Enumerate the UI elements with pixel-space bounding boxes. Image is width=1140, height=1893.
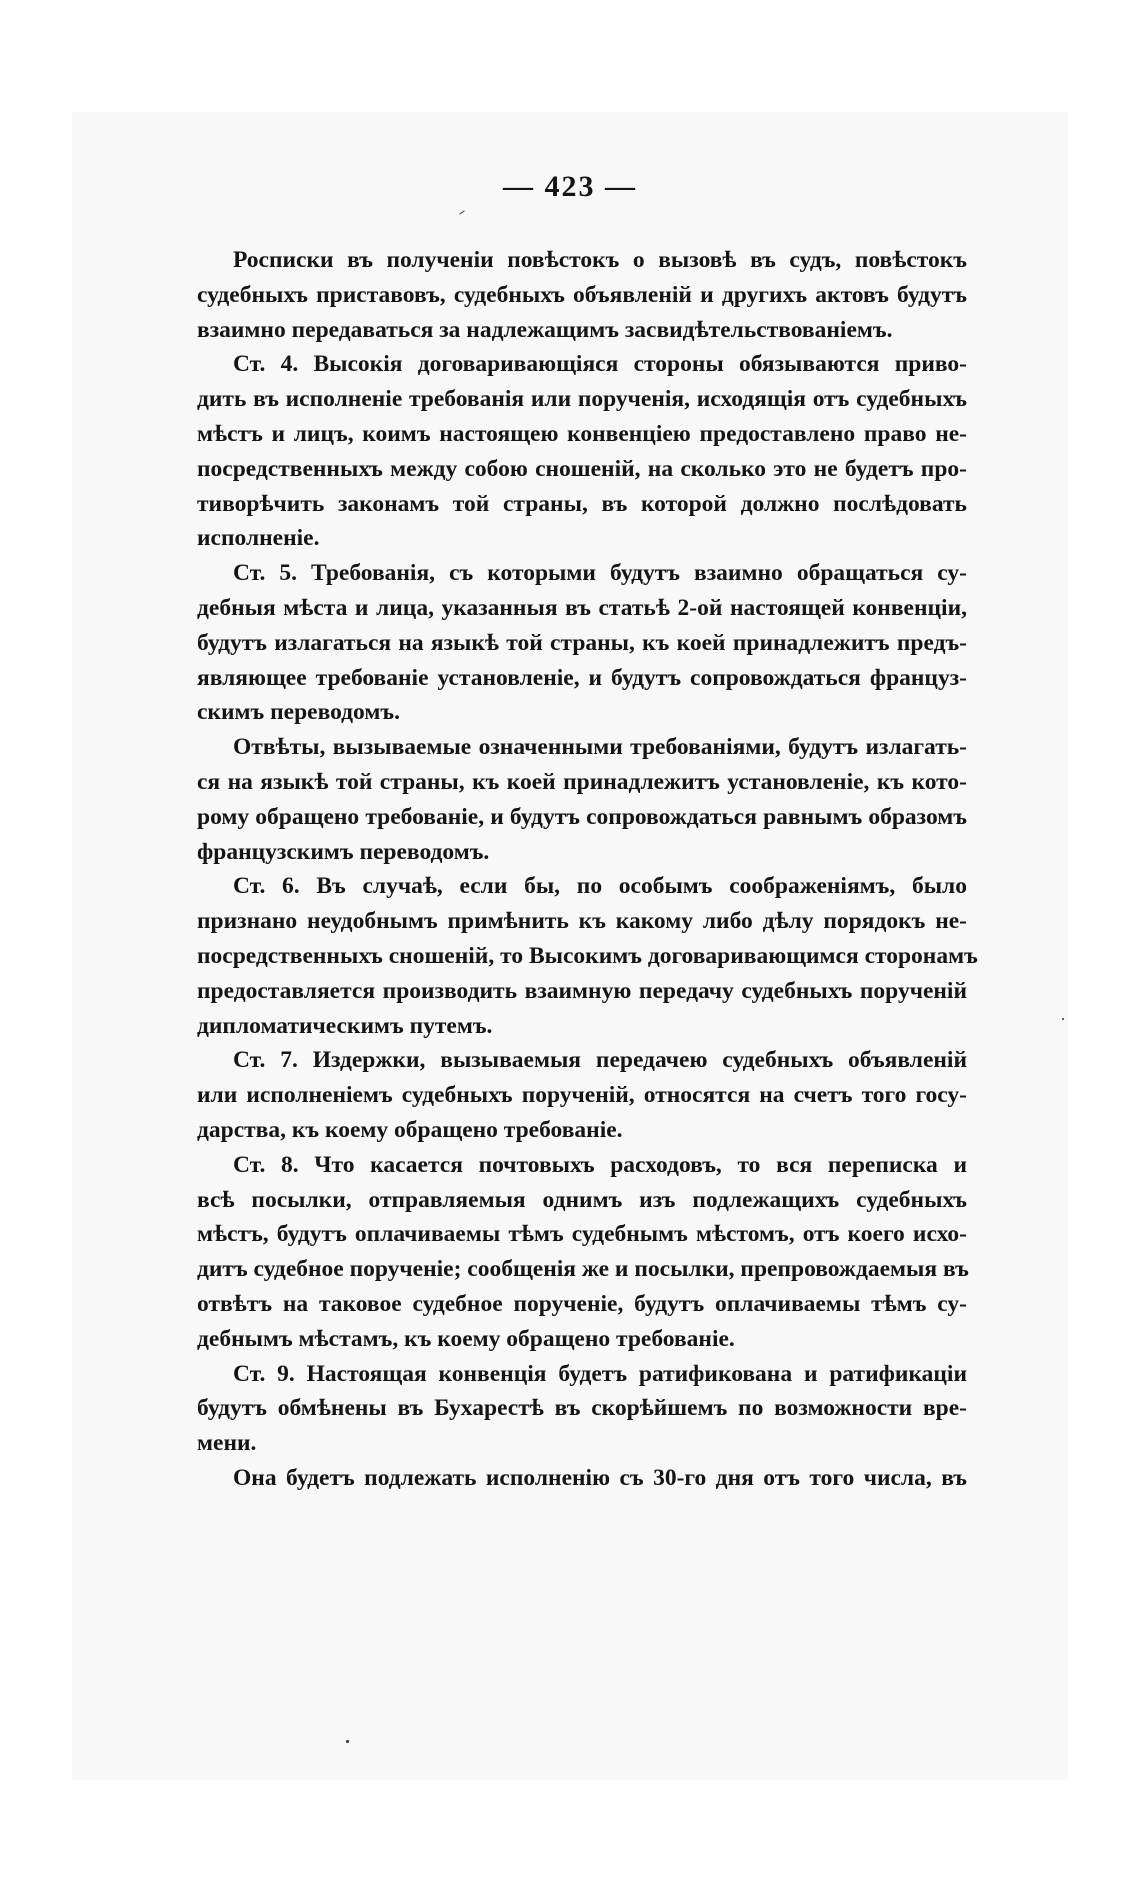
text-line: посредственныхъ между собою сношеній, на сколько это не будетъ про- <box>197 455 967 482</box>
text-line: ся на языкѣ той страны, къ коей принадлежитъ установленіе, къ кото- <box>197 768 967 795</box>
text-line: признано неудобнымъ примѣнить къ какому либо дѣлу порядокъ не- <box>197 908 967 935</box>
text-line: Ст. 5. Требованія, съ которыми будутъ взаимно обращаться су- <box>233 560 967 587</box>
text-line: дарства, къ коему обращено требованіе. <box>197 1116 623 1143</box>
text-line: скимъ переводомъ. <box>197 699 400 726</box>
text-line: будутъ излагаться на языкѣ той страны, къ коей принадлежитъ предъ- <box>197 629 967 656</box>
text-line: предоставляется производить взаимную передачу судебныхъ порученій <box>197 977 967 1004</box>
text-line: судебныхъ приставовъ, судебныхъ объявленій и другихъ актовъ будутъ <box>197 281 967 308</box>
ink-dot <box>1062 1018 1064 1020</box>
text-line: мѣстъ, будутъ оплачиваемы тѣмъ судебнымъ мѣстомъ, отъ коего исхо- <box>197 1221 967 1248</box>
text-line: французскимъ переводомъ. <box>197 838 490 865</box>
text-line: Она будетъ подлежать исполненію съ 30-го дня отъ того числа, въ <box>233 1464 967 1491</box>
text-line: исполненіе. <box>197 525 320 552</box>
ink-dot <box>346 1740 349 1743</box>
text-line: мѣстъ и лицъ, коимъ настоящею конвенціею предоставлено право не- <box>197 420 967 447</box>
text-line: дитъ судебное порученіе; сообщенія же и посылки, препровождаемыя въ <box>197 1256 969 1283</box>
text-line: взаимно передаваться за надлежащимъ засвидѣтельствованіемъ. <box>197 316 893 343</box>
page-number: — 423 — <box>503 170 637 203</box>
text-line: дипломатическимъ путемъ. <box>197 1012 493 1039</box>
text-line: мени. <box>197 1430 257 1457</box>
text-line: Росписки въ полученіи повѣстокъ о вызовѣ въ судъ, повѣстокъ <box>233 247 967 273</box>
text-line: рому обращено требованіе, и будутъ сопровождаться равнымъ образомъ <box>197 803 967 830</box>
text-line: дебнымъ мѣстамъ, къ коему обращено требованіе. <box>197 1325 735 1352</box>
text-line: дебныя мѣста и лица, указанныя въ статьѣ 2-ой настоящей конвенціи, <box>197 594 967 621</box>
text-line: тиворѣчить законамъ той страны, въ которой должно послѣдовать <box>197 490 967 517</box>
text-line: Отвѣты, вызываемые означенными требованіями, будутъ излагать- <box>233 734 967 761</box>
text-line: посредственныхъ сношеній, то Высокимъ договаривающимся сторонамъ <box>197 942 978 969</box>
text-line: или исполненіемъ судебныхъ порученій, относятся на счетъ того госу- <box>197 1082 967 1109</box>
text-line: Ст. 4. Высокія договаривающіяся стороны обязываются приво- <box>233 351 967 378</box>
text-line: всѣ посылки, отправляемыя однимъ изъ подлежащихъ судебныхъ <box>197 1186 967 1213</box>
text-line: являющее требованіе установленіе, и будутъ сопровождаться француз- <box>197 664 967 691</box>
body-text <box>197 243 978 1496</box>
text-line: будутъ обмѣнены въ Бухарестѣ въ скорѣйшемъ по возможности вре- <box>197 1395 967 1422</box>
text-line: Ст. 9. Настоящая конвенція будетъ ратификована и ратификаціи <box>233 1360 967 1387</box>
text-line: Ст. 7. Издержки, вызываемыя передачею судебныхъ объявленій <box>233 1047 967 1074</box>
text-line: дить въ исполненіе требованія или порученія, исходящія отъ судебныхъ <box>197 386 967 413</box>
text-line: отвѣтъ на таковое судебное порученіе, будутъ оплачиваемы тѣмъ су- <box>197 1290 967 1317</box>
text-line: Ст. 8. Что касается почтовыхъ расходовъ, то вся переписка и <box>233 1151 967 1178</box>
text-line: Ст. 6. Въ случаѣ, если бы, по особымъ соображеніямъ, было <box>233 873 967 900</box>
